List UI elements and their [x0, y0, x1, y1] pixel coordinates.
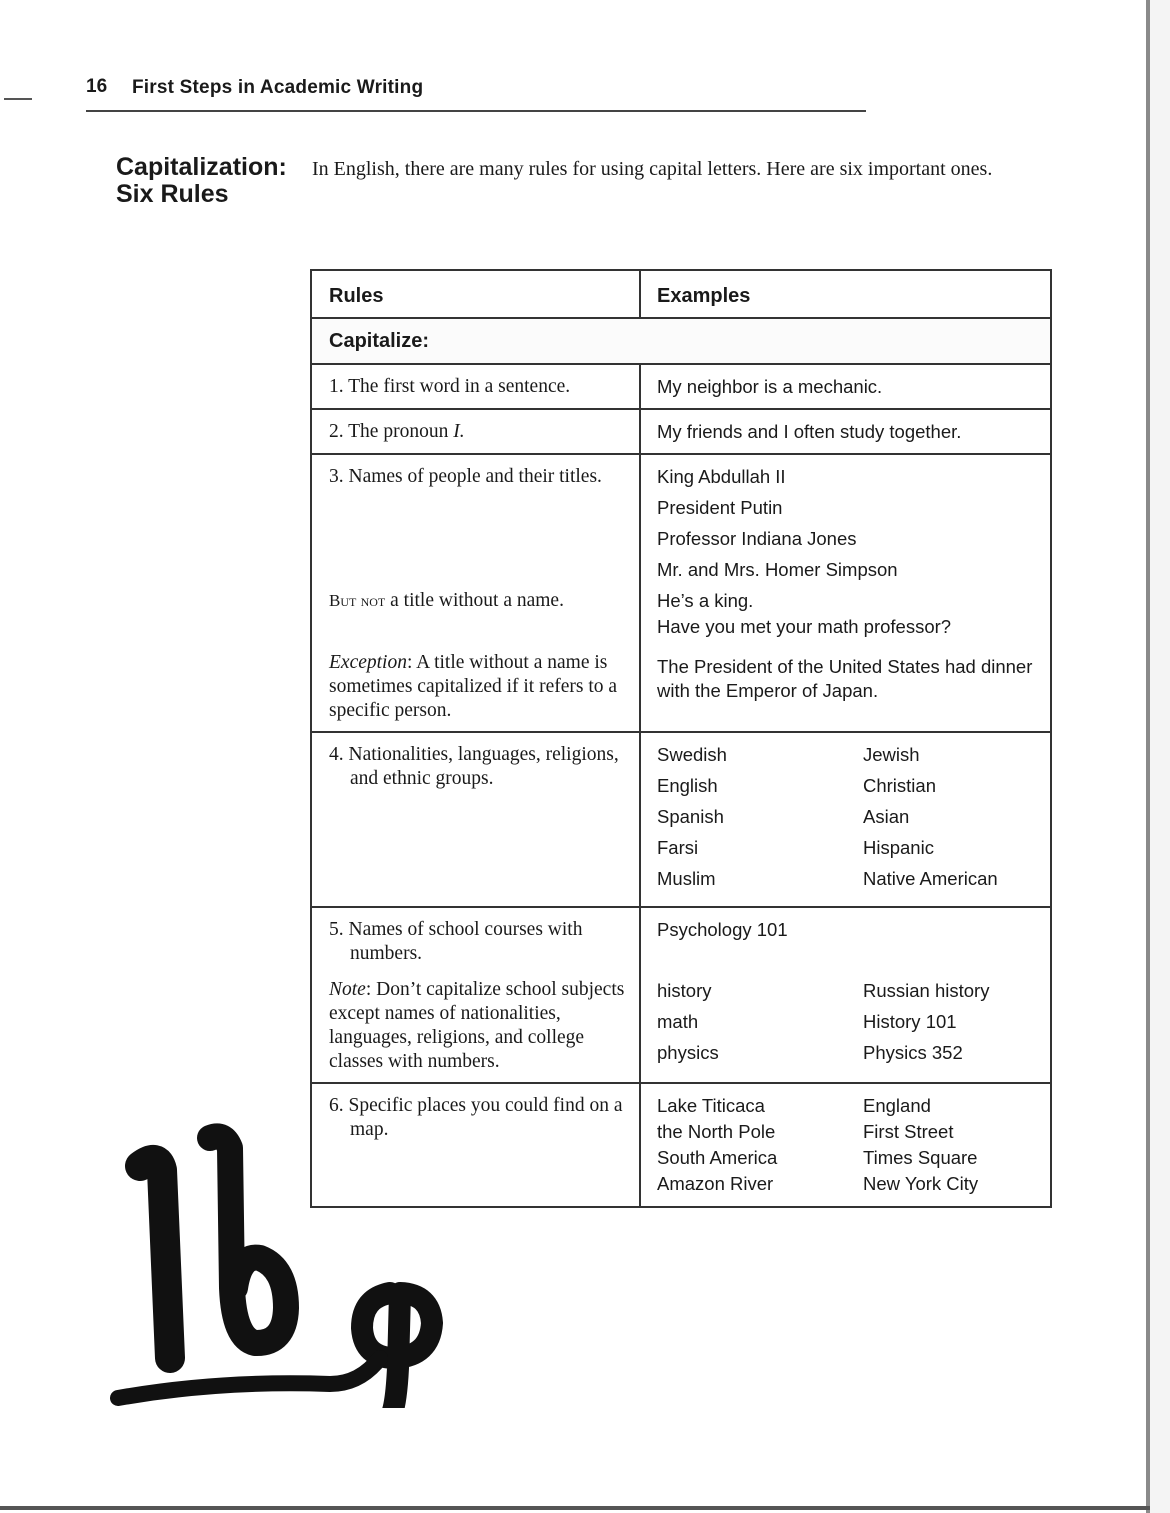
- rule-1: 1. The first word in a sentence.: [311, 364, 640, 409]
- list-item: Mr. and Mrs. Homer Simpson: [657, 559, 898, 580]
- list-item: New York City: [863, 1173, 979, 1194]
- rule-5-note: [329, 978, 633, 1074]
- margin-mark: [4, 98, 32, 100]
- note-label: Note: [329, 979, 366, 1000]
- list-item: Native American: [863, 868, 998, 889]
- table-row: [311, 454, 1051, 732]
- rule-3: 3. Names of people and their titles. But not a title without a name. Exception: A title without a name is sometimes capitalized if it refers to a specific person.: [311, 454, 640, 732]
- page-edge: [1146, 0, 1150, 1513]
- list-item: Hispanic: [863, 837, 934, 858]
- list-item: England: [863, 1095, 931, 1116]
- example-3: [640, 454, 1051, 732]
- list-item: Physics 352: [863, 1042, 963, 1063]
- capitalize-row: [311, 318, 1051, 364]
- list-item: Amazon River: [657, 1173, 774, 1194]
- rule-4: 4. Nationalities, languages, religions, and ethnic groups.: [311, 732, 640, 907]
- list-item: Farsi: [657, 837, 699, 858]
- example-columns: [657, 1094, 1044, 1198]
- example-4: [640, 732, 1051, 907]
- rule-3-but-not: [329, 589, 633, 651]
- list-item: Muslim: [657, 868, 716, 889]
- note-text: : Don’t capitalize school subjects except names of nationalities, languages, religions, and college classes with numbers.: [329, 979, 625, 1072]
- section-heading-line2: Six Rules: [116, 180, 229, 208]
- list-item: King Abdullah II: [657, 466, 786, 487]
- example-columns: [657, 979, 1044, 1072]
- table-row: [311, 907, 1051, 1083]
- list-item: South America: [657, 1147, 778, 1168]
- exception-label: Exception: [329, 652, 407, 673]
- page-edge-bottom: [0, 1506, 1150, 1510]
- list-item: Swedish: [657, 744, 727, 765]
- list-item: Lake Titicaca: [657, 1095, 765, 1116]
- list-item: He’s a king.: [657, 590, 754, 611]
- table-row: [311, 732, 1051, 907]
- list-item: the North Pole: [657, 1121, 776, 1142]
- rule-5: 5. Names of school courses with numbers. Note: Don’t capitalize school subjects except names of nationalities, languages, religions, and college classes with numbers.: [311, 907, 640, 1083]
- running-head: [86, 74, 866, 112]
- but-not-text: a title without a name.: [385, 590, 564, 611]
- page-number: 16: [86, 76, 108, 97]
- header-rules: Rules: [311, 270, 640, 318]
- rule-2-pronoun: I.: [453, 421, 465, 442]
- list-item: Christian: [863, 775, 936, 796]
- example-2: My friends and I often study together.: [640, 409, 1051, 454]
- section-heading: [116, 154, 287, 208]
- list-item: Professor Indiana Jones: [657, 528, 857, 549]
- book-title: First Steps in Academic Writing: [132, 77, 424, 98]
- list-item: English: [657, 775, 718, 796]
- list-item: history: [657, 980, 712, 1001]
- table-row: [311, 409, 1051, 454]
- list-item: First Street: [863, 1121, 954, 1142]
- list-item: Asian: [863, 806, 910, 827]
- rule-2: [311, 409, 640, 454]
- rule-2-text: 2. The pronoun: [329, 421, 454, 442]
- list-item: President Putin: [657, 497, 783, 518]
- list-item: Psychology 101: [657, 919, 788, 940]
- example-1: My neighbor is a mechanic.: [640, 364, 1051, 409]
- list-item: Spanish: [657, 806, 724, 827]
- list-item: math: [657, 1011, 699, 1032]
- rule-6: 6. Specific places you could find on a map.: [311, 1083, 640, 1207]
- handwritten-annotation: [100, 1118, 500, 1408]
- list-item: Have you met your math professor?: [657, 616, 952, 637]
- example-columns: [657, 743, 1044, 898]
- example-5: [640, 907, 1051, 1083]
- example-6: [640, 1083, 1051, 1207]
- page-background: [1150, 0, 1170, 1513]
- capitalize-label: Capitalize:: [311, 318, 1051, 364]
- capitalization-rules-table: [310, 269, 1052, 1208]
- table-header-row: [311, 270, 1051, 318]
- exception-text: : A title without a name is sometimes capitalized if it refers to a specific person.: [329, 652, 618, 721]
- list-item: Times Square: [863, 1147, 978, 1168]
- list-item: Russian history: [863, 980, 990, 1001]
- list-item: History 101: [863, 1011, 957, 1032]
- but-not-label: But not: [329, 591, 386, 610]
- section-heading-line1: Capitalization:: [116, 153, 287, 181]
- list-item: Jewish: [863, 744, 920, 765]
- list-item: physics: [657, 1042, 719, 1063]
- table-row: [311, 364, 1051, 409]
- exception-example: The President of the United States had dinner with the Emperor of Japan.: [657, 656, 1033, 701]
- rule-3-exception: [329, 651, 633, 723]
- header-examples: Examples: [640, 270, 1051, 318]
- section-intro: In English, there are many rules for using capital letters. Here are six important ones.: [312, 158, 993, 180]
